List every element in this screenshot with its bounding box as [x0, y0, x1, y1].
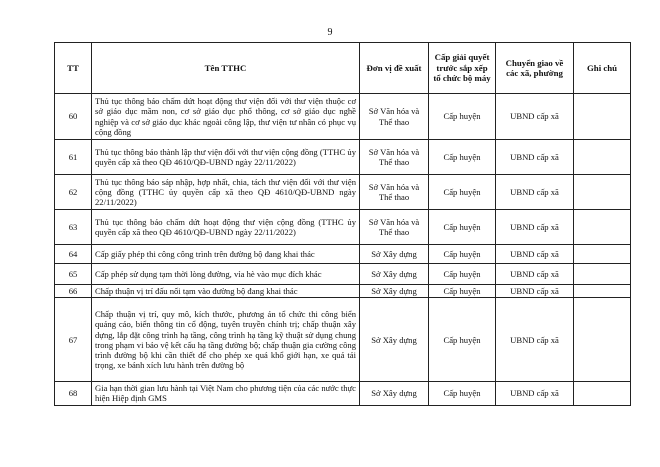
row-note — [574, 94, 631, 140]
row-proposing-unit: Sở Xây dựng — [360, 298, 429, 382]
row-transfer-to: UBND cấp xã — [496, 210, 574, 245]
row-proposing-unit: Sở Văn hóa và Thể thao — [360, 175, 429, 210]
row-tt: 66 — [55, 285, 92, 298]
table-row — [55, 285, 631, 298]
row-proposing-unit: Sở Xây dựng — [360, 264, 429, 285]
row-tt: 61 — [55, 140, 92, 175]
row-transfer-to: UBND cấp xã — [496, 140, 574, 175]
row-resolution-level: Cấp huyện — [429, 298, 496, 382]
row-transfer-to: UBND cấp xã — [496, 245, 574, 264]
row-note — [574, 382, 631, 405]
row-resolution-level: Cấp huyện — [429, 210, 496, 245]
row-tt: 64 — [55, 245, 92, 264]
row-note — [574, 285, 631, 298]
row-resolution-level: Cấp huyện — [429, 264, 496, 285]
table-row — [55, 94, 631, 140]
table-header-row — [55, 43, 631, 94]
page-number: 9 — [327, 27, 333, 38]
row-transfer-to: UBND cấp xã — [496, 175, 574, 210]
row-note — [574, 175, 631, 210]
row-note — [574, 210, 631, 245]
table-row — [55, 298, 631, 382]
table-row — [55, 175, 631, 210]
row-tt: 65 — [55, 264, 92, 285]
row-tt: 67 — [55, 298, 92, 382]
procedures-table — [54, 42, 631, 406]
row-procedure-name: Thủ tục thông báo chấm dứt hoạt động thư viện đối với thư viện thuộc cơ sở giáo dục mầm non, cơ sở giáo dục phổ thông, cơ sở giáo dục nghề nghiệp và cơ sở giáo dục khác ngoài công lập, thư viện tư nhân có phục vụ cộng đồng — [92, 94, 360, 140]
row-tt: 60 — [55, 94, 92, 140]
row-procedure-name: Thủ tục thông báo thành lập thư viện đối với thư viện cộng đồng (TTHC ủy quyền cấp xã theo QĐ 4610/QĐ-UBND ngày 22/11/2022) — [92, 140, 360, 175]
row-proposing-unit: Sở Xây dựng — [360, 245, 429, 264]
row-procedure-name: Gia hạn thời gian lưu hành tại Việt Nam cho phương tiện của các nước thực hiện Hiệp định GMS — [92, 382, 360, 405]
row-procedure-name: Chấp thuận vị trí đấu nối tạm vào đường bộ đang khai thác — [92, 285, 360, 298]
header-note: Ghi chú — [574, 43, 631, 94]
table-row — [55, 245, 631, 264]
row-procedure-name: Cấp phép sử dụng tạm thời lòng đường, vỉa hè vào mục đích khác — [92, 264, 360, 285]
row-tt: 68 — [55, 382, 92, 405]
table-row — [55, 140, 631, 175]
row-resolution-level: Cấp huyện — [429, 285, 496, 298]
row-procedure-name: Chấp thuận vị trí, quy mô, kích thước, phương án tổ chức thi công biển quảng cáo, biển thông tin cổ động, tuyên truyền chính trị; chấp thuận xây dựng, lắp đặt công trình hạ tầng, công trình hạ tầng kỹ thuật sử dụng chung trong phạm vi bảo vệ kết cấu hạ tầng đường bộ; chấp thuận gia cường công trình đường bộ khi cần thiết để cho phép xe quá khổ giới hạn, xe quá tải trọng, xe bánh xích lưu hành trên đường bộ — [92, 298, 360, 382]
row-proposing-unit: Sở Văn hóa và Thể thao — [360, 94, 429, 140]
row-tt: 63 — [55, 210, 92, 245]
table-row — [55, 264, 631, 285]
row-proposing-unit: Sở Xây dựng — [360, 285, 429, 298]
row-note — [574, 264, 631, 285]
row-resolution-level: Cấp huyện — [429, 94, 496, 140]
row-resolution-level: Cấp huyện — [429, 245, 496, 264]
header-level: Cấp giải quyết trước sắp xếp tổ chức bộ máy — [429, 43, 496, 94]
row-procedure-name: Cấp giấy phép thi công công trình trên đường bộ đang khai thác — [92, 245, 360, 264]
row-resolution-level: Cấp huyện — [429, 175, 496, 210]
header-name: Tên TTHC — [92, 43, 360, 94]
row-procedure-name: Thủ tục thông báo sáp nhập, hợp nhất, chia, tách thư viện đối với thư viện cộng đồng (TTHC ủy quyền cấp xã theo QĐ 4610/QĐ-UBND ngày 22/11/2022) — [92, 175, 360, 210]
row-tt: 62 — [55, 175, 92, 210]
row-transfer-to: UBND cấp xã — [496, 264, 574, 285]
row-note — [574, 245, 631, 264]
row-resolution-level: Cấp huyện — [429, 382, 496, 405]
header-unit: Đơn vị đề xuất — [360, 43, 429, 94]
row-resolution-level: Cấp huyện — [429, 140, 496, 175]
header-tt: TT — [55, 43, 92, 94]
row-note — [574, 298, 631, 382]
table-row — [55, 382, 631, 405]
row-transfer-to: UBND cấp xã — [496, 285, 574, 298]
row-proposing-unit: Sở Văn hóa và Thể thao — [360, 210, 429, 245]
row-transfer-to: UBND cấp xã — [496, 298, 574, 382]
row-transfer-to: UBND cấp xã — [496, 382, 574, 405]
row-proposing-unit: Sở Xây dựng — [360, 382, 429, 405]
row-note — [574, 140, 631, 175]
row-transfer-to: UBND cấp xã — [496, 94, 574, 140]
table-row — [55, 210, 631, 245]
header-transfer: Chuyển giao về các xã, phường — [496, 43, 574, 94]
row-procedure-name: Thủ tục thông báo chấm dứt hoạt động thư viện cộng đồng (TTHC ủy quyền cấp xã theo QĐ 4610/QĐ-UBND ngày 22/11/2022) — [92, 210, 360, 245]
row-proposing-unit: Sở Văn hóa và Thể thao — [360, 140, 429, 175]
